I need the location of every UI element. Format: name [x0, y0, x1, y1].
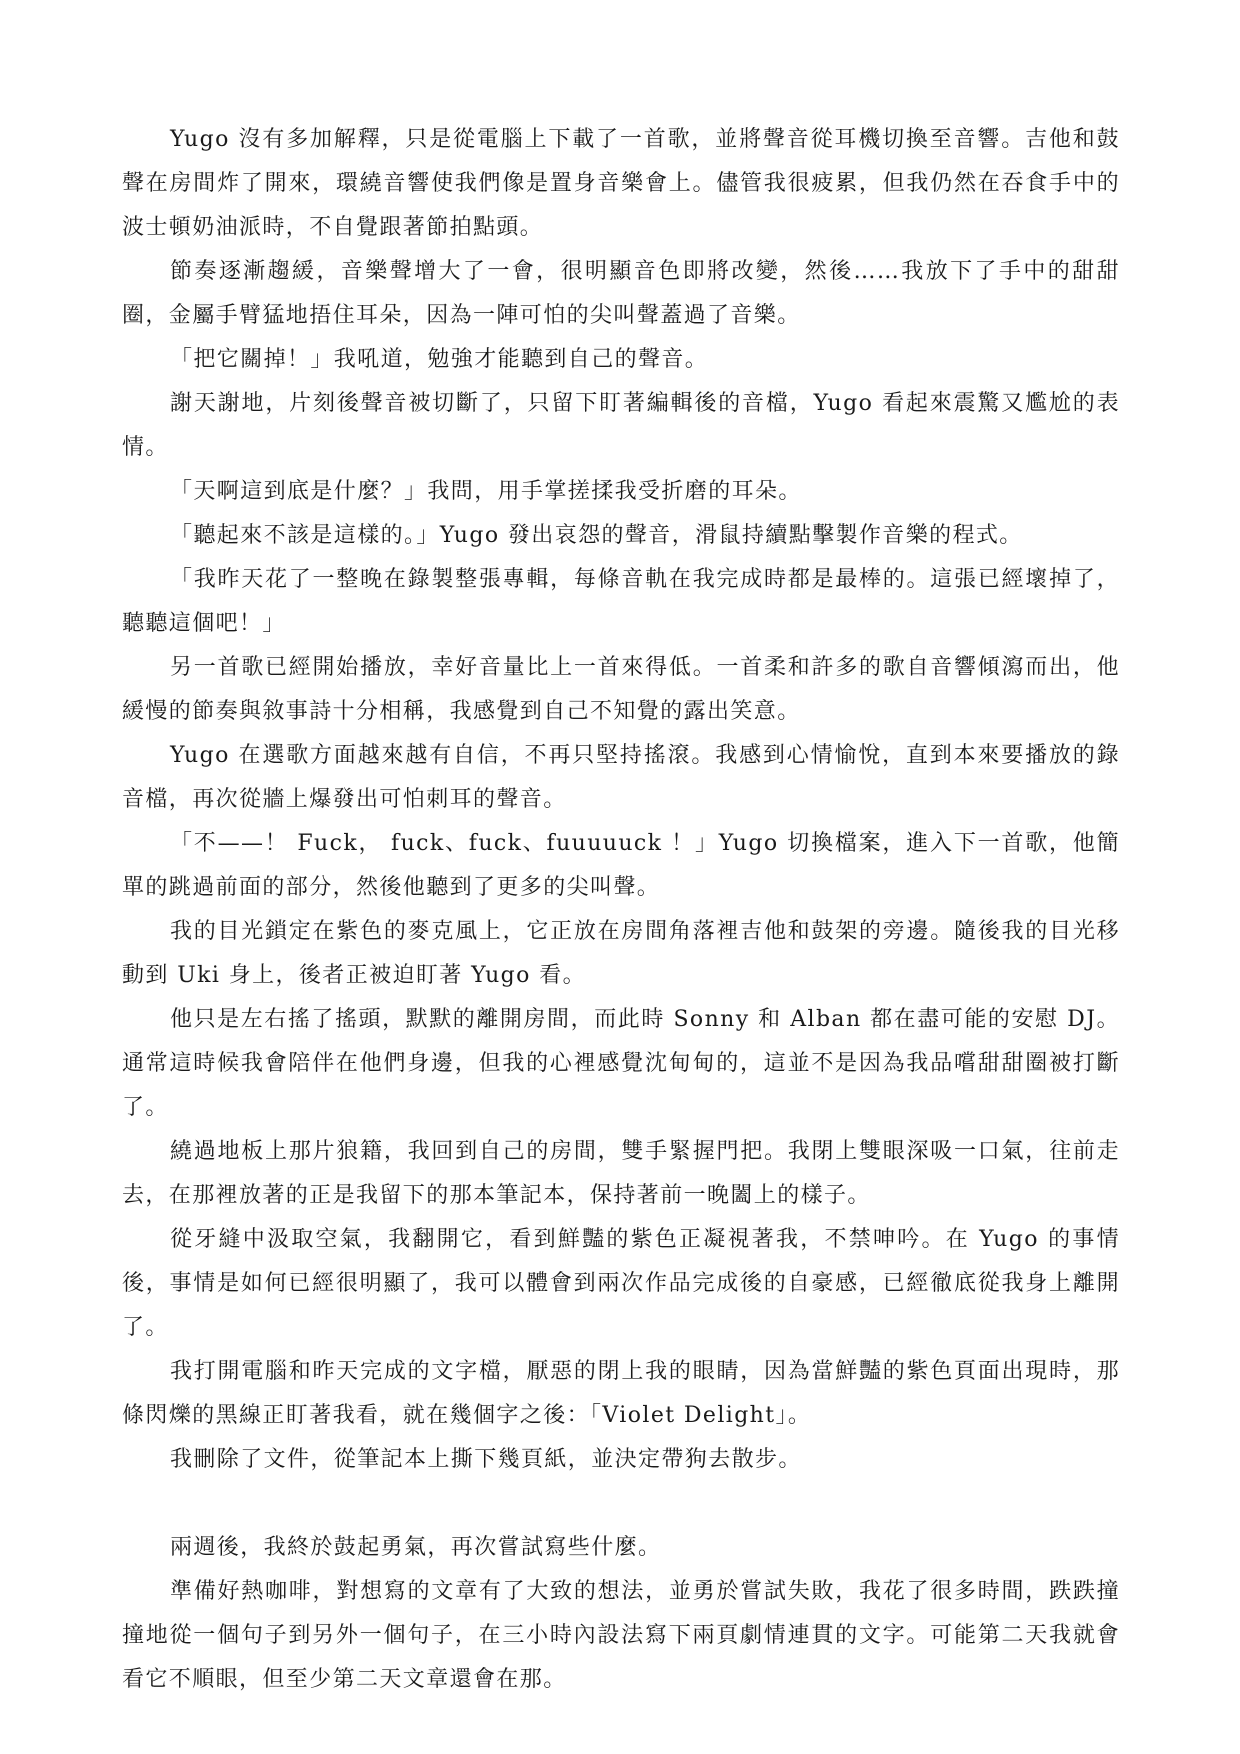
paragraph: 「我昨天花了一整晚在錄製整張專輯，每條音軌在我完成時都是最棒的。這張已經壞掉了，聽聽這個吧！」 [122, 567, 1120, 636]
paragraph: 我刪除了文件，從筆記本上撕下幾頁紙，並決定帶狗去散步。 [170, 1447, 802, 1472]
paragraph: 另一首歌已經開始播放，幸好音量比上一首來得低。一首柔和許多的歌自音響傾瀉而出，他緩慢的節奏與敘事詩十分相稱，我感覺到自己不知覺的露出笑意。 [122, 655, 1120, 724]
paragraph: 繞過地板上那片狼籍，我回到自己的房間，雙手緊握門把。我閉上雙眼深吸一口氣，往前走去，在那裡放著的正是我留下的那本筆記本，保持著前一晚闔上的樣子。 [122, 1139, 1120, 1208]
section-break [122, 1482, 1120, 1526]
paragraph: 「把它關掉！」我吼道，勉強才能聽到自己的聲音。 [170, 347, 709, 372]
paragraph: 「聽起來不該是這樣的。」Yugo 發出哀怨的聲音，滑鼠持續點擊製作音樂的程式。 [170, 523, 1023, 548]
paragraph: 我打開電腦和昨天完成的文字檔，厭惡的閉上我的眼睛，因為當鮮豔的紫色頁面出現時，那條閃爍的黑線正盯著我看，就在幾個字之後：「Violet Delight」。 [122, 1359, 1120, 1428]
paragraph: 準備好熱咖啡，對想寫的文章有了大致的想法，並勇於嘗試失敗，我花了很多時間，跌跌撞撞地從一個句子到另外一個句子，在三小時內設法寫下兩頁劇情連貫的文字。可能第二天我就會看它不順眼，但至少第二天文章還會在那。 [122, 1579, 1120, 1692]
paragraph: 「天啊這到底是什麼？」我問，用手掌搓揉我受折磨的耳朵。 [170, 479, 802, 504]
paragraph: 兩週後，我終於鼓起勇氣，再次嘗試寫些什麼。 [170, 1535, 662, 1560]
paragraph: 「不——！ Fuck， fuck、fuck、fuuuuuck ！」Yugo 切換檔案，進入下一首歌，他簡單的跳過前面的部分，然後他聽到了更多的尖叫聲。 [122, 831, 1120, 900]
paragraph: 節奏逐漸趨緩，音樂聲增大了一會，很明顯音色即將改變，然後……我放下了手中的甜甜圈，金屬手臂猛地捂住耳朵，因為一陣可怕的尖叫聲蓋過了音樂。 [122, 259, 1120, 328]
paragraph: Yugo 沒有多加解釋，只是從電腦上下載了一首歌，並將聲音從耳機切換至音響。吉他和鼓聲在房間炸了開來，環繞音響使我們像是置身音樂會上。儘管我很疲累，但我仍然在吞食手中的波士頓奶油派時，不自覺跟著節拍點頭。 [122, 127, 1120, 240]
paragraph: Yugo 在選歌方面越來越有自信，不再只堅持搖滾。我感到心情愉悅，直到本來要播放的錄音檔，再次從牆上爆發出可怕刺耳的聲音。 [122, 743, 1120, 812]
paragraph: 我的目光鎖定在紫色的麥克風上，它正放在房間角落裡吉他和鼓架的旁邊。隨後我的目光移動到 Uki 身上，後者正被迫盯著 Yugo 看。 [122, 919, 1120, 988]
paragraph: 謝天謝地，片刻後聲音被切斷了，只留下盯著編輯後的音檔，Yugo 看起來震驚又尷尬的表情。 [122, 391, 1120, 460]
paragraph: 從牙縫中汲取空氣，我翻開它，看到鮮豔的紫色正凝視著我，不禁呻吟。在 Yugo 的事情後，事情是如何已經很明顯了，我可以體會到兩次作品完成後的自豪感，已經徹底從我身上離開了。 [122, 1227, 1120, 1340]
paragraph: 他只是左右搖了搖頭，默默的離開房間，而此時 Sonny 和 Alban 都在盡可能的安慰 DJ。通常這時候我會陪伴在他們身邊，但我的心裡感覺沈甸甸的，這並不是因為我品嚐甜甜圈被打斷了。 [122, 1007, 1120, 1120]
body-text [122, 118, 1120, 1702]
